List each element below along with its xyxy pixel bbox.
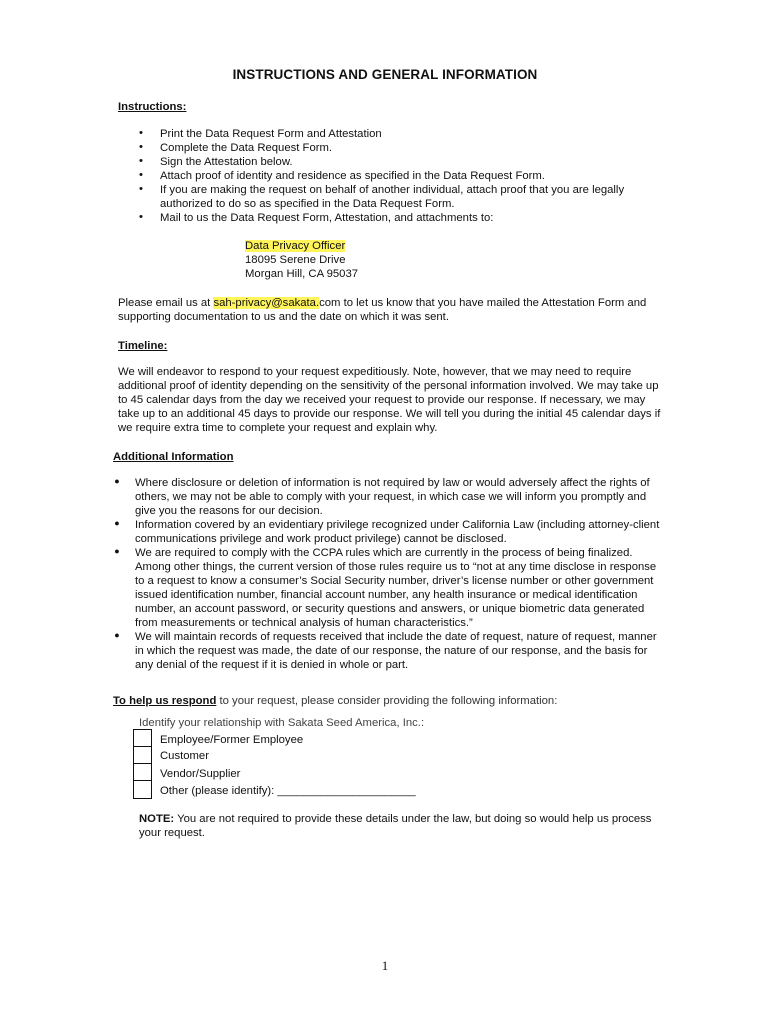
list-item-continuation: number, an account password, or security questions and answers, or unique biometric data generated (135, 603, 645, 615)
bullet: ● (114, 546, 120, 556)
list-item: Mail to us the Data Request Form, Attestation, and attachments to: (160, 212, 494, 224)
list-item-continuation: give you the reasons for our decision. (135, 505, 323, 517)
list-item: If you are making the request on behalf of another individual, attach proof that you are legally (160, 184, 625, 196)
address-city: Morgan Hill, CA 95037 (245, 268, 359, 280)
bullet: • (139, 155, 143, 167)
note-text: You are not required to provide these details under the law, but doing so would help us process (174, 813, 652, 825)
paragraph-line: additional proof of identity depending on the sensitivity of the personal information involved. We may take up (118, 380, 659, 392)
paragraph-line: take up to an additional 45 days to provide our response. We will tell you during the initial 45 calendar days if (118, 408, 661, 420)
note-paragraph (139, 812, 651, 826)
list-item: We will maintain records of requests received that include the date of request, nature of request, manner (135, 631, 657, 643)
email-paragraph (118, 296, 646, 310)
list-item: Complete the Data Request Form. (160, 142, 333, 154)
note-label: NOTE: (139, 813, 175, 825)
email-link[interactable]: sah-privacy@sakata. (213, 297, 320, 309)
additional-heading: Additional Information (113, 451, 234, 463)
list-item-continuation: any denial of the request if it is denied in whole or part. (135, 659, 409, 671)
list-item-continuation: in which the request was made, the date of our response, the nature of our response, and the basis for (135, 645, 648, 657)
option-label: Other (please identify): ______________________ (160, 785, 416, 797)
email-paragraph-line2: supporting documentation to us and the date on which it was sent. (118, 311, 449, 323)
list-item-continuation: others, we may not be able to comply with your request, in which case we will inform you promptly and (135, 491, 647, 503)
list-item: Information covered by an evidentiary privilege recognized under California Law (including attorney-client (135, 519, 660, 531)
list-item: Sign the Attestation below. (160, 156, 293, 168)
list-item-continuation: from measurements or technical analysis of human characteristics.” (135, 617, 473, 629)
paragraph-line: We will endeavor to respond to your request expeditiously. Note, however, that we may need to require (118, 366, 632, 378)
bullet: • (139, 127, 143, 139)
list-item-continuation: issued identification number, financial account number, any health insurance or medical identification (135, 589, 638, 601)
relationship-prompt: Identify your relationship with Sakata Seed America, Inc.: (139, 717, 425, 729)
list-item: We are required to comply with the CCPA rules which are currently in the process of being finalized. (135, 547, 633, 559)
page-title: INSTRUCTIONS AND GENERAL INFORMATION (232, 67, 538, 82)
email-prefix: Please email us at (118, 297, 214, 309)
option-label: Employee/Former Employee (160, 734, 304, 746)
bullet: • (139, 169, 143, 181)
bullet: ● (114, 476, 120, 486)
help-lead: To help us respond (113, 695, 217, 707)
list-item: Print the Data Request Form and Attestation (160, 128, 382, 140)
option-label: Vendor/Supplier (160, 768, 241, 780)
bullet: • (139, 211, 143, 223)
paragraph-line: to 45 calendar days from the day we received your request to provide our response. If necessary, we may (118, 394, 646, 406)
help-rest: to your request, please consider providing the following information: (216, 695, 558, 707)
note-paragraph-line2: your request. (139, 827, 205, 839)
email-suffix: com to let us know that you have mailed the Attestation Form and (319, 297, 647, 309)
timeline-heading: Timeline: (118, 340, 168, 352)
address-name: Data Privacy Officer (245, 240, 346, 252)
list-item-continuation: authorized to do so as specified in the Data Request Form. (160, 198, 455, 210)
list-item: Attach proof of identity and residence as specified in the Data Request Form. (160, 170, 545, 182)
instructions-heading: Instructions: (118, 101, 187, 113)
bullet: • (139, 141, 143, 153)
help-paragraph (113, 694, 557, 708)
option-label: Customer (160, 750, 209, 762)
list-item: Where disclosure or deletion of information is not required by law or would adversely affect the rights of (135, 477, 650, 489)
bullet: ● (114, 630, 120, 640)
list-item-continuation: Among other things, the current version of those rules require us to “not at any time disclose in response (135, 561, 657, 573)
list-item-continuation: to a request to know a consumer’s Social Security number, driver’s license number or other government (135, 575, 654, 587)
address-street: 18095 Serene Drive (245, 254, 346, 266)
paragraph-line: we require extra time to complete your request and explain why. (118, 422, 438, 434)
list-item-continuation: communications privilege and work product privilege) cannot be disclosed. (135, 533, 507, 545)
bullet: • (139, 183, 143, 195)
checkbox-other[interactable] (133, 780, 152, 799)
page-number: 1 (381, 958, 389, 973)
bullet: ● (114, 518, 120, 528)
